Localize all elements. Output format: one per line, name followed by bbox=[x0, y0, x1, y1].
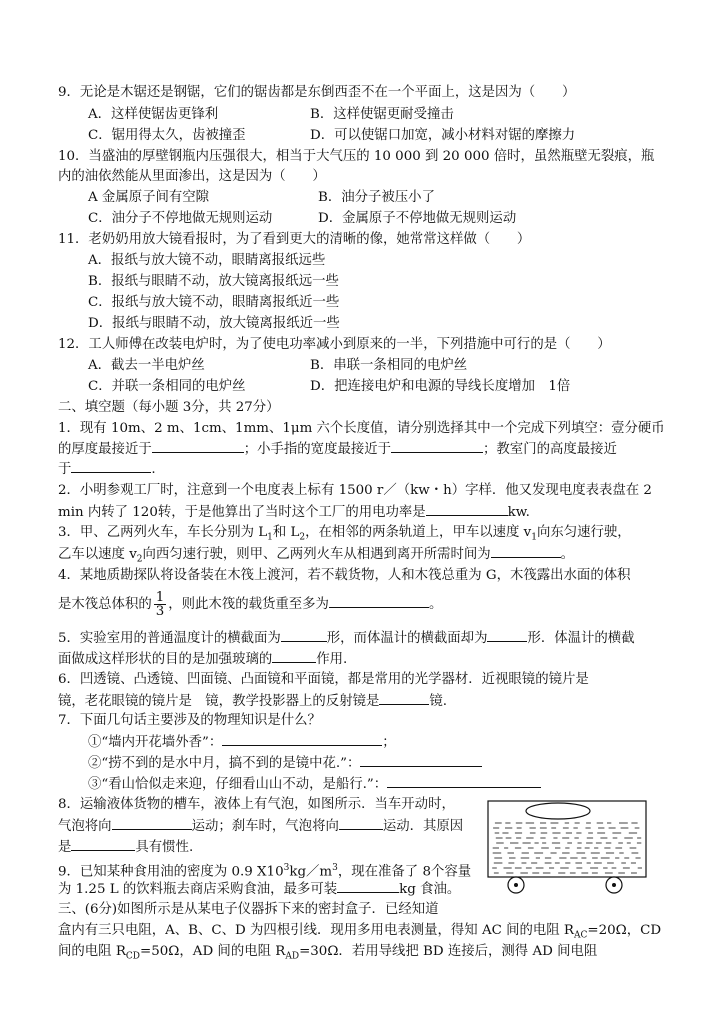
q10-option-d: D．金属原子不停地做无规则运动 bbox=[318, 211, 517, 226]
q11-option-a: A．报纸与放大镜不动，眼睛离报纸远些 bbox=[88, 253, 326, 268]
answer-blank[interactable] bbox=[491, 545, 561, 558]
f6-line-2: 镜，老花眼镜的镜片是 镜，教学投影器上的反射镜是 镜. bbox=[58, 694, 448, 709]
air-bubble bbox=[526, 803, 590, 819]
s3-line-2: 盒内有三只电阻，A、B、C、D 为四根引线．现用多用电表测量，得知 AC 间的电阻 $R_{AC}=20\Omega$，CD bbox=[58, 923, 662, 941]
section-2-title: 二、填空题（每小题 3分，共 27分） bbox=[58, 400, 280, 415]
f2-line-1: 2．小明参观工厂时，注意到一个电度表上标有 1500 r／（kw・h）字样．他又发现电度表表盘在 2 bbox=[58, 483, 652, 498]
answer-blank[interactable] bbox=[360, 754, 482, 767]
answer-blank[interactable] bbox=[391, 440, 483, 453]
answer-blank[interactable] bbox=[281, 629, 327, 642]
answer-blank[interactable] bbox=[71, 838, 135, 851]
answer-blank[interactable] bbox=[71, 460, 151, 473]
right-wheel-hub bbox=[612, 883, 616, 887]
f7-item-3: ③“看山恰似走来迎，仔细看山山不动，是船行.”： bbox=[88, 775, 541, 794]
f8-line-1: 8．运输液体货物的槽车，液体上有气泡，如图所示．当车开动时， bbox=[58, 797, 455, 812]
answer-blank[interactable] bbox=[272, 650, 316, 663]
q12-option-a: A．截去一半电炉丝 bbox=[88, 358, 205, 373]
q9-option-b: B．这样使锯更耐受撞击 bbox=[310, 107, 454, 122]
q10-option-b: B．油分子被压小了 bbox=[318, 190, 435, 205]
f5-line-2: 面做成这样形状的目的是加强玻璃的 作用. bbox=[58, 652, 348, 667]
f1-line-2: 的厚度最接近于 ；小手指的宽度最接近于 ；教室门的高度最接近 bbox=[58, 442, 617, 457]
q11-option-c: C．报纸与放大镜不动，眼睛离报纸近一些 bbox=[88, 295, 340, 310]
fraction-one-third: $\frac{1}{3}$ bbox=[155, 590, 165, 619]
q12-option-c: C．并联一条相同的电炉丝 bbox=[88, 379, 246, 394]
s3-line-3: 间的电阻 $R_{CD}=50\Omega$，AD 间的电阻 $R_{AD}=30\Omega$．若用导线把 BD 连接后，测得 AD 间电阻 bbox=[58, 944, 598, 962]
f8-line-2: 气泡将向 运动；刹车时，气泡将向 运动．其原因 bbox=[58, 819, 464, 834]
tank-car-figure bbox=[486, 797, 650, 897]
q10-stem-2: 内的油依然能从里面渗出，这是因为（ ） bbox=[58, 169, 326, 184]
q9-stem: 9．无论是木锯还是钢锯，它们的锯齿都是东倒西歪不在一个平面上，这是因为（ ） bbox=[58, 85, 576, 100]
f1-line-3: 于 . bbox=[58, 462, 156, 477]
q9-option-c: C．锯用得太久，齿被撞歪 bbox=[88, 128, 246, 143]
answer-blank[interactable] bbox=[337, 880, 399, 893]
f4-line-1: 4．某地质勘探队将设备装在木筏上渡河，若不载货物，人和木筏总重为 G，木筏露出水面的体积 bbox=[58, 568, 631, 583]
answer-blank[interactable] bbox=[487, 629, 527, 642]
q9-option-d: D．可以使锯口加宽，减小材料对锯的摩擦力 bbox=[310, 128, 576, 143]
answer-blank[interactable] bbox=[387, 775, 541, 788]
q10-option-c: C．油分子不停地做无规则运动 bbox=[88, 211, 273, 226]
f9-line-1: 9．已知某种食用油的密度为 0.9 $X10^3kg/m^3$，现在准备了 8个容量 bbox=[58, 863, 472, 880]
f1-line-1: 1．现有 10m、2 m、1cm、1mm、1μm 六个长度值，请分别选择其中一个完成下列填空：壹分硬币 bbox=[58, 421, 665, 436]
answer-blank[interactable] bbox=[379, 692, 429, 705]
q11-stem: 11．老奶奶用放大镜看报时，为了看到更大的清晰的像，她常常这样做（ ） bbox=[58, 232, 531, 247]
f6-line-1: 6．凹透镜、凸透镜、凹面镜、凸面镜和平面镜，都是常用的光学器材．近视眼镜的镜片是 bbox=[58, 672, 589, 687]
f7-line-1: 7．下面几句话主要涉及的物理知识是什么？ bbox=[58, 713, 321, 728]
f3-line-1: 3．甲、乙两列火车，车长分别为 $L_1$和 $L_2$，在相邻的两条轨道上，甲车以速度 $v_1$向东匀速行驶， bbox=[58, 525, 631, 543]
answer-blank[interactable] bbox=[339, 817, 383, 830]
q12-option-d: D．把连接电炉和电源的导线长度增加 1倍 bbox=[310, 379, 571, 394]
answer-blank[interactable] bbox=[329, 595, 429, 608]
answer-blank[interactable] bbox=[222, 733, 382, 746]
q9-option-a: A．这样使锯齿更锋利 bbox=[88, 107, 219, 122]
f7-item-1: ①“墙内开花墙外香”： ； bbox=[88, 735, 396, 750]
f8-line-3: 是 具有惯性. bbox=[58, 840, 194, 855]
f7-item-2: ②“捞不到的是水中月，搞不到的是镜中花.”： bbox=[88, 754, 482, 773]
q12-stem: 12．工人师傅在改装电炉时，为了使电功率减小到原来的一半，下列措施中可行的是（ ） bbox=[58, 337, 611, 352]
q10-option-a: A 金属原子间有空隙 bbox=[88, 190, 210, 205]
q12-option-b: B．串联一条相同的电炉丝 bbox=[310, 358, 468, 373]
answer-blank[interactable] bbox=[152, 440, 244, 453]
f5-line-1: 5．实验室用的普通温度计的横截面为 形，而体温计的横截面却为 形．体温计的横截 bbox=[58, 631, 635, 646]
answer-blank[interactable] bbox=[112, 817, 192, 830]
f3-line-2: 乙车以速度 $v_2$向西匀速行驶，则甲、乙两列火车从相遇到离开所需时间为 。 bbox=[58, 547, 575, 565]
q11-option-b: B．报纸与眼睛不动，放大镜离报纸远一些 bbox=[88, 274, 339, 289]
answer-blank[interactable] bbox=[426, 503, 508, 516]
s3-line-1: 三、(6分)如图所示是从某电子仪器拆下来的密封盒子．已经知道 bbox=[58, 902, 439, 917]
q11-option-d: D．报纸与眼睛不动，放大镜离报纸近一些 bbox=[88, 316, 340, 331]
left-wheel-hub bbox=[514, 883, 518, 887]
q10-stem-1: 10．当盛油的厚壁钢瓶内压强很大，相当于大气压的 10 000 到 20 000 倍时，虽然瓶壁无裂痕，瓶 bbox=[58, 149, 655, 164]
f2-line-2: min 内转了 120转，于是他算出了当时这个工厂的用电功率是 kw. bbox=[58, 505, 530, 520]
f4-line-2: 是木筏总体积的 $\frac{1}{3}$ ，则此木筏的载货重至多为 。 bbox=[58, 590, 443, 619]
f9-line-2: 为 1.25 L 的饮料瓶去商店采购食油，最多可装 kg 食油。 bbox=[58, 882, 461, 897]
